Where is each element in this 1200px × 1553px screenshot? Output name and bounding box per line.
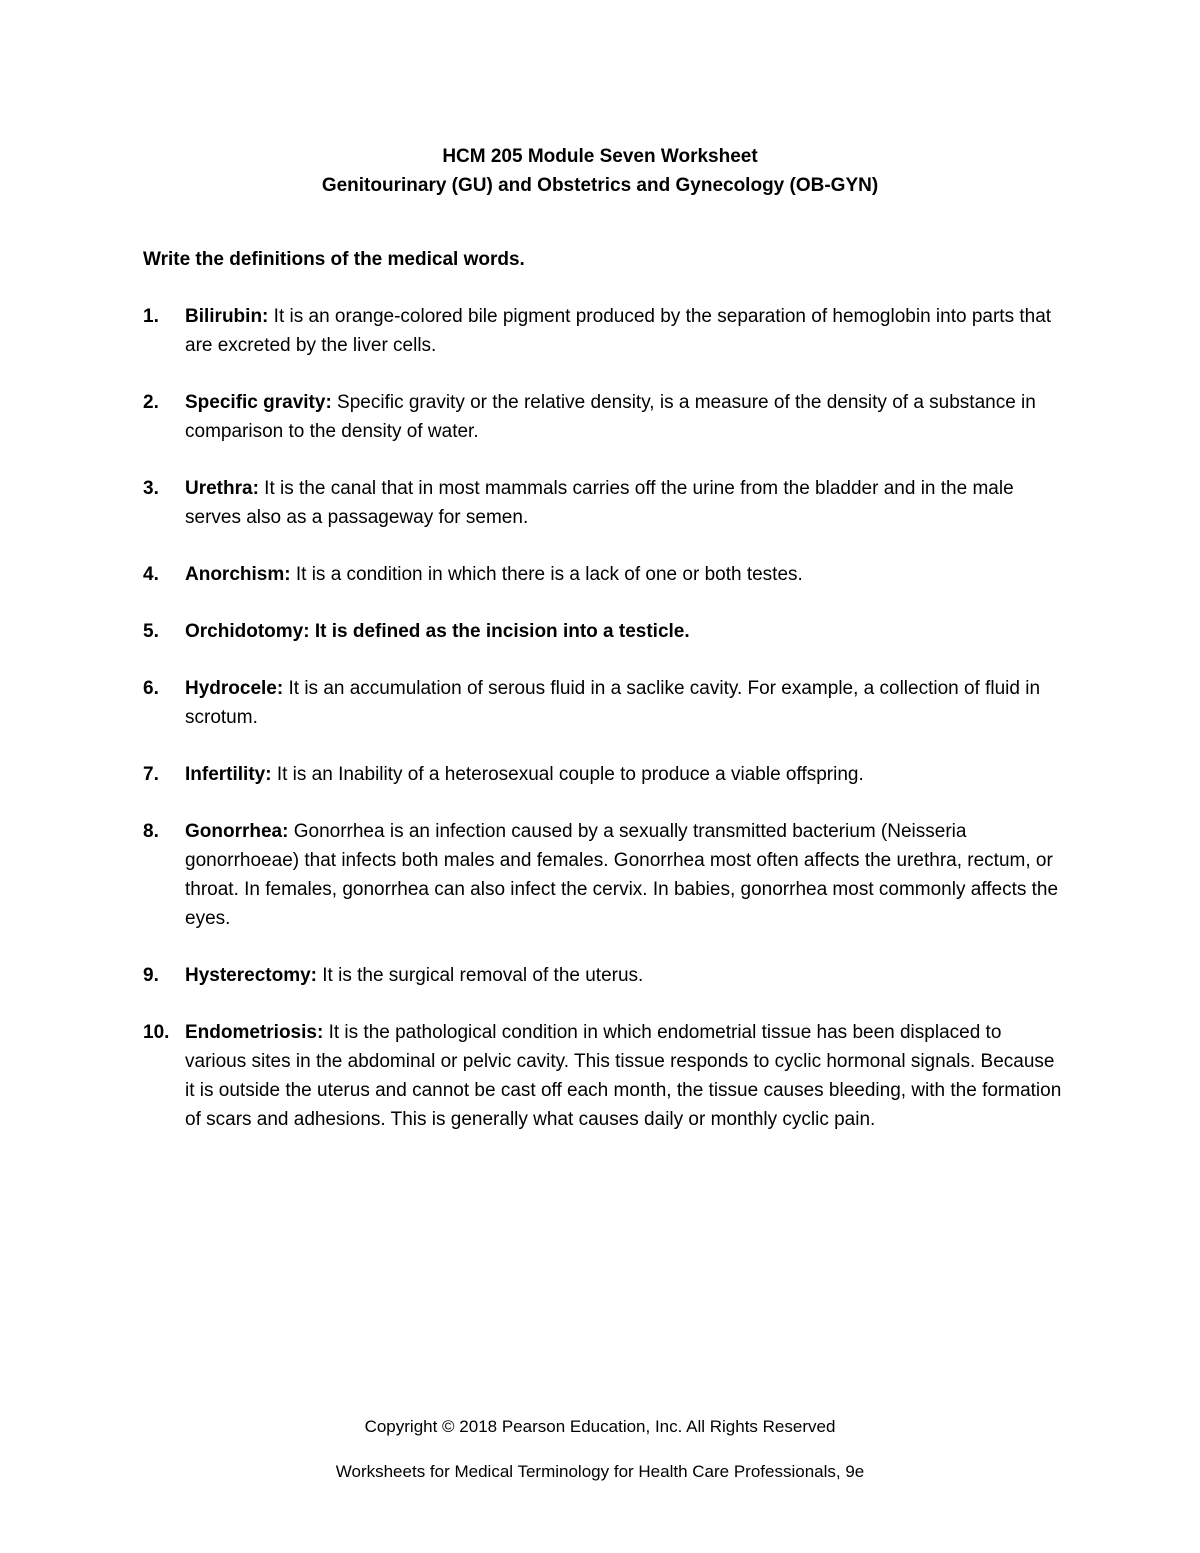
- definition-item-urethra: [143, 474, 1063, 532]
- item-body: [185, 817, 1063, 933]
- page-subtitle: Genitourinary (GU) and Obstetrics and Gynecology (OB-GYN): [321, 175, 879, 196]
- item-body: [185, 560, 1063, 589]
- item-definition: It is the pathological condition in which endometrial tissue has been displaced to various sites in the abdominal or pelvic cavity. This tissue responds to cyclic hormonal signals. Because it is outside the uterus and cannot be cast off each month, the tissue causes bleeding, with the formation of scars and adhesions. This is generally what causes daily or monthly cyclic pain.: [185, 1022, 1062, 1130]
- item-term: Bilirubin:: [185, 306, 269, 327]
- item-definition: It is an accumulation of serous fluid in a saclike cavity. For example, a collection of fluid in scrotum.: [185, 678, 1041, 728]
- item-body: [185, 617, 1063, 646]
- item-term: Hydrocele:: [185, 678, 284, 699]
- item-definition: It is an Inability of a heterosexual couple to produce a viable offspring.: [271, 764, 864, 785]
- item-number: 6.: [143, 678, 159, 699]
- item-term: Urethra:: [185, 478, 259, 499]
- definition-item-gonorrhea: [143, 817, 1063, 933]
- item-term: Orchidotomy:: [185, 621, 310, 642]
- item-term: Endometriosis:: [185, 1022, 324, 1043]
- definition-item-anorchism: [143, 560, 1063, 589]
- item-definition: It is an orange-colored bile pigment produced by the separation of hemoglobin into parts that are excreted by the liver cells.: [185, 306, 1052, 356]
- item-number: 10.: [143, 1022, 170, 1043]
- item-term: Gonorrhea:: [185, 821, 289, 842]
- instructions: Write the definitions of the medical words.: [143, 249, 525, 270]
- item-body: [185, 674, 1063, 732]
- page-title: HCM 205 Module Seven Worksheet: [442, 146, 758, 167]
- definition-item-specific-gravity: [143, 388, 1063, 446]
- footer-copyright: Copyright © 2018 Pearson Education, Inc. All Rights Reserved: [364, 1417, 836, 1436]
- definition-item-endometriosis: [143, 1018, 1063, 1134]
- item-number: 2.: [143, 392, 159, 413]
- item-term: Specific gravity:: [185, 392, 332, 413]
- item-body: [185, 388, 1063, 446]
- item-body: [185, 961, 1063, 990]
- footer-book-title: Worksheets for Medical Terminology for Health Care Professionals, 9e: [335, 1462, 865, 1481]
- item-body: [185, 302, 1063, 360]
- item-body: [185, 760, 1063, 789]
- item-number: 1.: [143, 306, 159, 327]
- item-definition: It is defined as the incision into a testicle.: [309, 621, 690, 642]
- definition-item-bilirubin: [143, 302, 1063, 360]
- item-body: [185, 474, 1063, 532]
- title-block: [0, 142, 1200, 200]
- item-number: 5.: [143, 621, 159, 642]
- item-term: Anorchism:: [185, 564, 291, 585]
- definition-item-orchidotomy: [143, 617, 1063, 646]
- item-number: 8.: [143, 821, 159, 842]
- definitions-list: [143, 302, 1063, 1162]
- item-definition: Gonorrhea is an infection caused by a sexually transmitted bacterium (Neisseria gonorrhoeae) that infects both males and females. Gonorrhea most often affects the urethra, rectum, or throat. In females, gonorrhea can also infect the cervix. In babies, gonorrhea most commonly affects the eyes.: [185, 821, 1059, 929]
- item-term: Hysterectomy:: [185, 965, 317, 986]
- item-number: 4.: [143, 564, 159, 585]
- definition-item-hydrocele: [143, 674, 1063, 732]
- item-body: [185, 1018, 1063, 1134]
- item-number: 9.: [143, 965, 159, 986]
- definition-item-hysterectomy: [143, 961, 1063, 990]
- item-number: 3.: [143, 478, 159, 499]
- item-definition: It is the canal that in most mammals carries off the urine from the bladder and in the male serves also as a passageway for semen.: [185, 478, 1014, 528]
- definition-item-infertility: [143, 760, 1063, 789]
- item-definition: It is a condition in which there is a lack of one or both testes.: [290, 564, 803, 585]
- item-definition: It is the surgical removal of the uterus.: [317, 965, 644, 986]
- item-number: 7.: [143, 764, 159, 785]
- item-definition: Specific gravity or the relative density, is a measure of the density of a substance in comparison to the density of water.: [185, 392, 1036, 442]
- item-term: Infertility:: [185, 764, 272, 785]
